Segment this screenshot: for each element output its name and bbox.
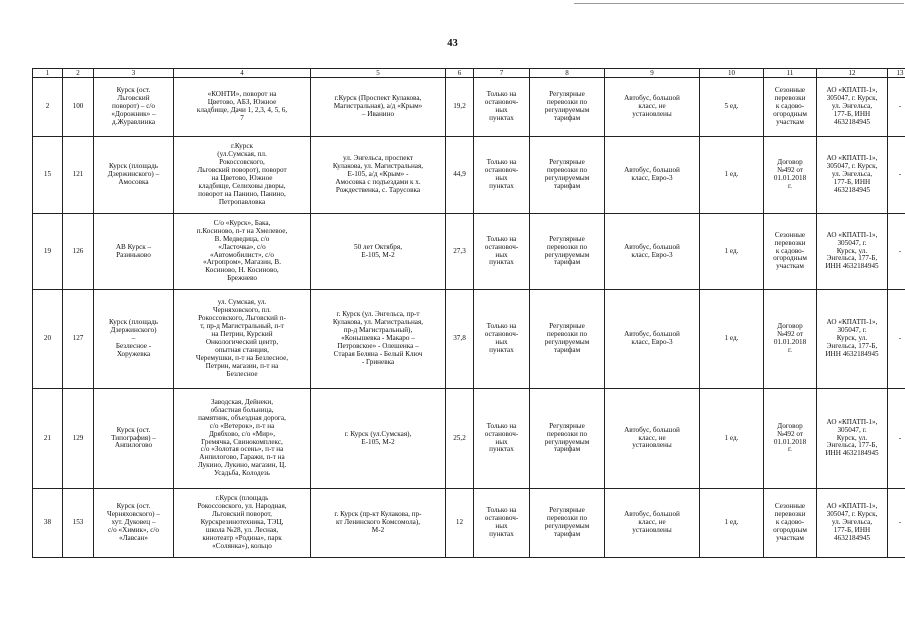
vehicle-count-cell: 1 ед.: [700, 290, 764, 389]
column-number: 5: [311, 69, 446, 78]
schedule-basis-cell: Договор №492 от 01.01.2018 г.: [764, 290, 817, 389]
page-number: 43: [447, 38, 458, 49]
vehicle-class-cell: Автобус, большой класс, Евро-3: [605, 290, 700, 389]
notes-cell: -: [888, 78, 905, 137]
boarding-order-cell: Только на остановоч- ных пунктах: [474, 78, 530, 137]
vehicle-class-cell: Автобус, большой класс, не установлены: [605, 78, 700, 137]
route-streets-cell: г. Курск (пр-кт Кулакова, пр- кт Ленинского Комсомола), М-2: [311, 489, 446, 558]
route-stops-cell: Заводская, Дейнеки, областная больница, памятник, объездная дорога, с/о «Ветерок», п-т на Дрябхово, с/о «Мир», Гремячка, Свинокомплекс, с/о «Золотая осень», п-т на Анпилогово, Гаражи, п-т на Лукино, Лукино, магазин, Ц. Усадьба, Колодезь: [174, 389, 311, 489]
route-number-cell: 100: [63, 78, 94, 137]
boarding-order-cell: Только на остановоч- ных пунктах: [474, 290, 530, 389]
vehicle-count-cell: 1 ед.: [700, 137, 764, 214]
table-row: [33, 389, 905, 489]
carrier-cell: АО «КПАТП-1», 305047, г. Курск, ул. Энгельса, 177-Б, ИНН 4632184945: [817, 137, 888, 214]
vehicle-count-cell: 1 ед.: [700, 389, 764, 489]
vehicle-count-cell: 1 ед.: [700, 489, 764, 558]
column-number: 8: [530, 69, 605, 78]
boarding-order-cell: Только на остановоч- ных пунктах: [474, 389, 530, 489]
route-streets-cell: ул. Энгельса, проспект Кулакова, ул. Магистральная, Е-105, а/д «Крым» - Амосовка с подъездами к х. Рождественка, с. Тарусовка: [311, 137, 446, 214]
routes-table: [32, 68, 905, 558]
route-length-cell: 44,9: [446, 137, 474, 214]
route-length-cell: 37,8: [446, 290, 474, 389]
route-seq-cell: 15: [33, 137, 63, 214]
route-name-cell: Курск (площадь Дзержинского) – Амосовка: [94, 137, 174, 214]
column-number: 6: [446, 69, 474, 78]
carrier-cell: АО «КПАТП-1», 305047, г. Курск, ул. Энгельса, 177-Б, ИНН 4632184945: [817, 389, 888, 489]
column-number: 1: [33, 69, 63, 78]
route-name-cell: Курск (ост. Льговский поворот) – с/о «Дорожник» – д.Журавлинка: [94, 78, 174, 137]
notes-cell: -: [888, 137, 905, 214]
notes-cell: -: [888, 389, 905, 489]
column-number: 13: [888, 69, 905, 78]
route-streets-cell: г.Курск (Проспект Кулакова, Магистральная), а/д «Крым» – Иванино: [311, 78, 446, 137]
route-number-cell: 121: [63, 137, 94, 214]
route-number-cell: 126: [63, 214, 94, 290]
column-number: 11: [764, 69, 817, 78]
route-name-cell: АВ Курск – Разиньково: [94, 214, 174, 290]
column-number: 7: [474, 69, 530, 78]
carrier-cell: АО «КПАТП-1», 305047, г. Курск, ул. Энгельса, 177-Б, ИНН 4632184945: [817, 489, 888, 558]
table-row: [33, 489, 905, 558]
route-seq-cell: 19: [33, 214, 63, 290]
table-row: [33, 290, 905, 389]
column-number: 12: [817, 69, 888, 78]
transport-type-cell: Регулярные перевозки по регулируемым тарифам: [530, 489, 605, 558]
boarding-order-cell: Только на остановоч- ных пунктах: [474, 489, 530, 558]
route-stops-cell: С/о «Курск», Бака, п.Косиново, п-т на Хмелевое, В. Медведица, с/о «Ласточка», с/о «Автомобилист», с/о «Агропром», Магазин, В. Косиново, Н. Косиново, Брежнево: [174, 214, 311, 290]
vehicle-count-cell: 5 ед.: [700, 78, 764, 137]
route-seq-cell: 20: [33, 290, 63, 389]
route-streets-cell: 50 лет Октября, Е-105, М-2: [311, 214, 446, 290]
transport-type-cell: Регулярные перевозки по регулируемым тарифам: [530, 78, 605, 137]
route-stops-cell: «КОНТИ», поворот на Цветово, АБЗ, Южное кладбище, Дачи 1, 2,3, 4, 5, 6, 7: [174, 78, 311, 137]
transport-type-cell: Регулярные перевозки по регулируемым тарифам: [530, 389, 605, 489]
column-number: 4: [174, 69, 311, 78]
carrier-cell: АО «КПАТП-1», 305047, г. Курск, ул. Энгельса, 177-Б, ИНН 4632184945: [817, 214, 888, 290]
column-number: 9: [605, 69, 700, 78]
route-stops-cell: г.Курск (ул.Сумская, пл. Рокоссовского, Льговский поворот), поворот на Цветово, Южное кладбище, Селиховы дворы, поворот на Панино, Панино, Петропавловка: [174, 137, 311, 214]
schedule-basis-cell: Сезонные перевозки к садово- огородным участкам: [764, 214, 817, 290]
route-number-cell: 129: [63, 389, 94, 489]
table-row: [33, 78, 905, 137]
route-name-cell: Курск (ост. Черняховского) – хут. Дуковец – с/о «Химик», с/о «Лавсан»: [94, 489, 174, 558]
schedule-basis-cell: Сезонные перевозки к садово- огородным участкам: [764, 489, 817, 558]
route-number-cell: 153: [63, 489, 94, 558]
route-length-cell: 12: [446, 489, 474, 558]
route-streets-cell: г. Курск (ул.Сумская), Е-105, М-2: [311, 389, 446, 489]
route-seq-cell: 2: [33, 78, 63, 137]
route-stops-cell: ул. Сумская, ул. Черняховского, пл. Рокоссовского, Льговский п- т, пр-д Магистральный, п-т на Петрин, Курский Онкологический центр, опытная станция, Черемушки, п-т на Безлесное, Петрин, магазин, п-т на Безлесное: [174, 290, 311, 389]
table-row: [33, 214, 905, 290]
vehicle-class-cell: Автобус, большой класс, не установлены: [605, 489, 700, 558]
column-number: 10: [700, 69, 764, 78]
route-seq-cell: 38: [33, 489, 63, 558]
route-length-cell: 19,2: [446, 78, 474, 137]
vehicle-class-cell: Автобус, большой класс, Евро-3: [605, 137, 700, 214]
vehicle-class-cell: Автобус, большой класс, не установлены: [605, 389, 700, 489]
schedule-basis-cell: Договор №492 от 01.01.2018 г.: [764, 137, 817, 214]
notes-cell: -: [888, 214, 905, 290]
transport-type-cell: Регулярные перевозки по регулируемым тарифам: [530, 137, 605, 214]
route-name-cell: Курск (ост. Типография) – Анпилогово: [94, 389, 174, 489]
route-length-cell: 27,3: [446, 214, 474, 290]
carrier-cell: АО «КПАТП-1», 305047, г. Курск, ул. Энгельса, 177-Б, ИНН 4632184945: [817, 290, 888, 389]
table-row: [33, 137, 905, 214]
header-rule: [574, 3, 904, 4]
notes-cell: -: [888, 489, 905, 558]
route-streets-cell: г. Курск (ул. Энгельса, пр-т Кулакова, ул. Магистральная, пр-д Магистральный), «Конышевка - Макаро – Петровское» - Олешенка – Старая Беляна - Белый Ключ - Гриневка: [311, 290, 446, 389]
vehicle-count-cell: 1 ед.: [700, 214, 764, 290]
route-stops-cell: г.Курск (площадь Рокоссовского, ул. Народная, Льговский поворот, Курскрезинотехника, ТЭЦ, школа №28, ул. Лесная, кинотеатр «Родина», парк «Солянка»), кольцо: [174, 489, 311, 558]
boarding-order-cell: Только на остановоч- ных пунктах: [474, 214, 530, 290]
route-seq-cell: 21: [33, 389, 63, 489]
notes-cell: -: [888, 290, 905, 389]
column-number: 2: [63, 69, 94, 78]
transport-type-cell: Регулярные перевозки по регулируемым тарифам: [530, 214, 605, 290]
boarding-order-cell: Только на остановоч- ных пунктах: [474, 137, 530, 214]
transport-type-cell: Регулярные перевозки по регулируемым тарифам: [530, 290, 605, 389]
route-number-cell: 127: [63, 290, 94, 389]
vehicle-class-cell: Автобус, большой класс, Евро-3: [605, 214, 700, 290]
column-number: 3: [94, 69, 174, 78]
route-name-cell: Курск (площадь Дзержинского) – Безлесное - Хоружевка: [94, 290, 174, 389]
schedule-basis-cell: Сезонные перевозки к садово- огородным участкам: [764, 78, 817, 137]
route-length-cell: 25,2: [446, 389, 474, 489]
column-number-row: [33, 69, 905, 78]
carrier-cell: АО «КПАТП-1», 305047, г. Курск, ул. Энгельса, 177-Б, ИНН 4632184945: [817, 78, 888, 137]
schedule-basis-cell: Договор №492 от 01.01.2018 г.: [764, 389, 817, 489]
